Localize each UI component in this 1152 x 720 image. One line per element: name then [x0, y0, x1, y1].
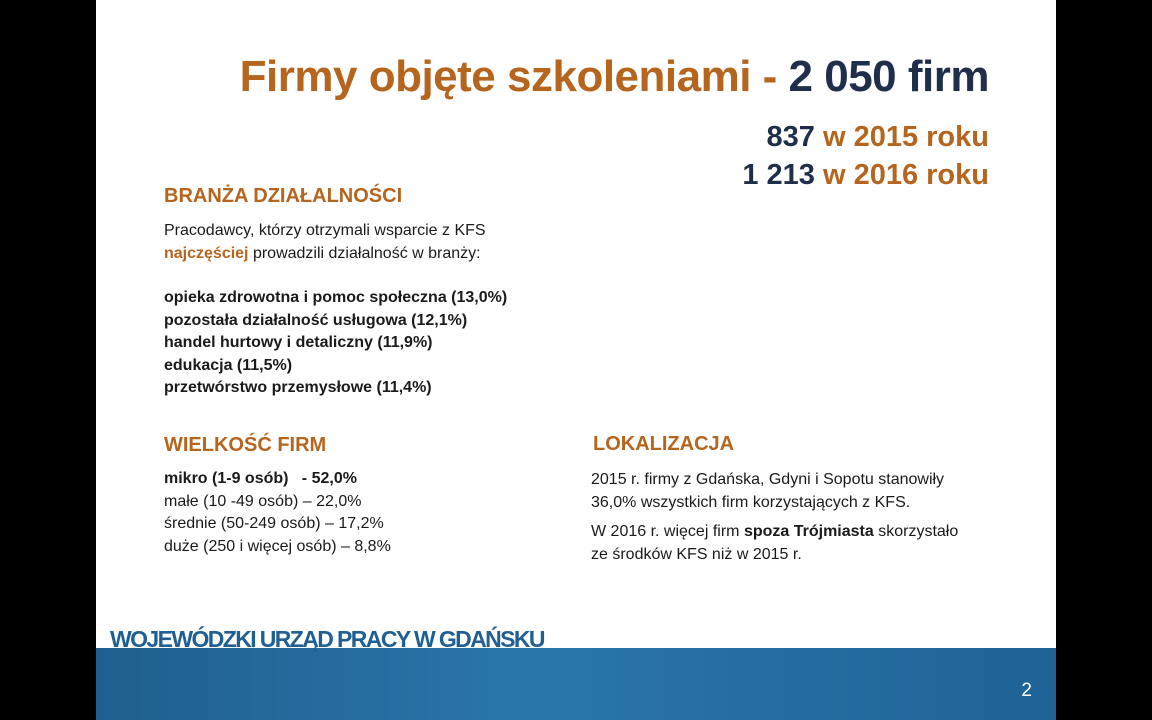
para-start: W 2016 r. więcej firm: [591, 523, 744, 540]
list-item: opieka zdrowotna i pomoc społeczna (13,0%): [164, 289, 508, 306]
year-count: 1 213: [742, 159, 815, 191]
list-item: małe (10 -49 osób) – 22,0%: [164, 492, 362, 510]
para-line: 36,0% wszystkich firm korzystających z KFS.: [591, 493, 911, 511]
title-text: Firmy objęte szkoleniami -: [239, 52, 789, 101]
intro-highlight: najczęściej: [164, 244, 249, 262]
year-stats: [742, 118, 989, 194]
organization-logo-text: WOJEWÓDZKI URZĄD PRACY W GDAŃSKU: [110, 626, 544, 652]
year-count: 837: [766, 121, 815, 153]
list-item: pozostała działalność usługowa (12,1%): [164, 311, 468, 329]
lokalizacja-para2: [591, 521, 958, 566]
page-number: 2: [1021, 680, 1032, 701]
wielkosc-heading: WIELKOŚĆ FIRM: [164, 434, 327, 456]
list-item: duże (250 i więcej osób) – 8,8%: [164, 537, 391, 555]
branza-heading: BRANŻA DZIAŁALNOŚCI: [164, 185, 403, 207]
slide-title: [240, 52, 989, 102]
year-stat-2015: [742, 118, 989, 156]
intro-rest: prowadzili działalność w branży:: [248, 244, 481, 262]
lokalizacja-para1: [591, 469, 944, 514]
wielkosc-list: [164, 468, 391, 558]
list-item: średnie (50-249 osób) – 17,2%: [164, 515, 384, 532]
branza-intro: [164, 220, 486, 265]
year-stat-2016: [742, 156, 989, 194]
title-total: 2 050 firm: [788, 52, 989, 101]
year-label: w 2015 roku: [814, 121, 989, 153]
para-line: 2015 r. firmy z Gdańska, Gdyni i Sopotu stanowiły: [591, 471, 945, 488]
slide: [96, 0, 1056, 720]
intro-line: Pracodawcy, którzy otrzymali wsparcie z KFS: [164, 222, 486, 239]
para-line: [591, 521, 958, 544]
lokalizacja-heading: LOKALIZACJA: [593, 433, 735, 455]
branza-list: [164, 287, 507, 400]
para-end: skorzystało: [873, 523, 959, 540]
para-line: ze środków KFS niż w 2015 r.: [591, 545, 802, 563]
intro-line: [164, 243, 486, 266]
para-bold: spoza Trójmiasta: [743, 523, 874, 540]
list-item: mikro (1-9 osób) - 52,0%: [164, 470, 357, 487]
year-label: w 2016 roku: [814, 159, 989, 191]
list-item: edukacja (11,5%): [164, 356, 293, 374]
list-item: przetwórstwo przemysłowe (11,4%): [164, 379, 432, 396]
footer-band: [96, 648, 1056, 720]
list-item: handel hurtowy i detaliczny (11,9%): [164, 334, 433, 351]
